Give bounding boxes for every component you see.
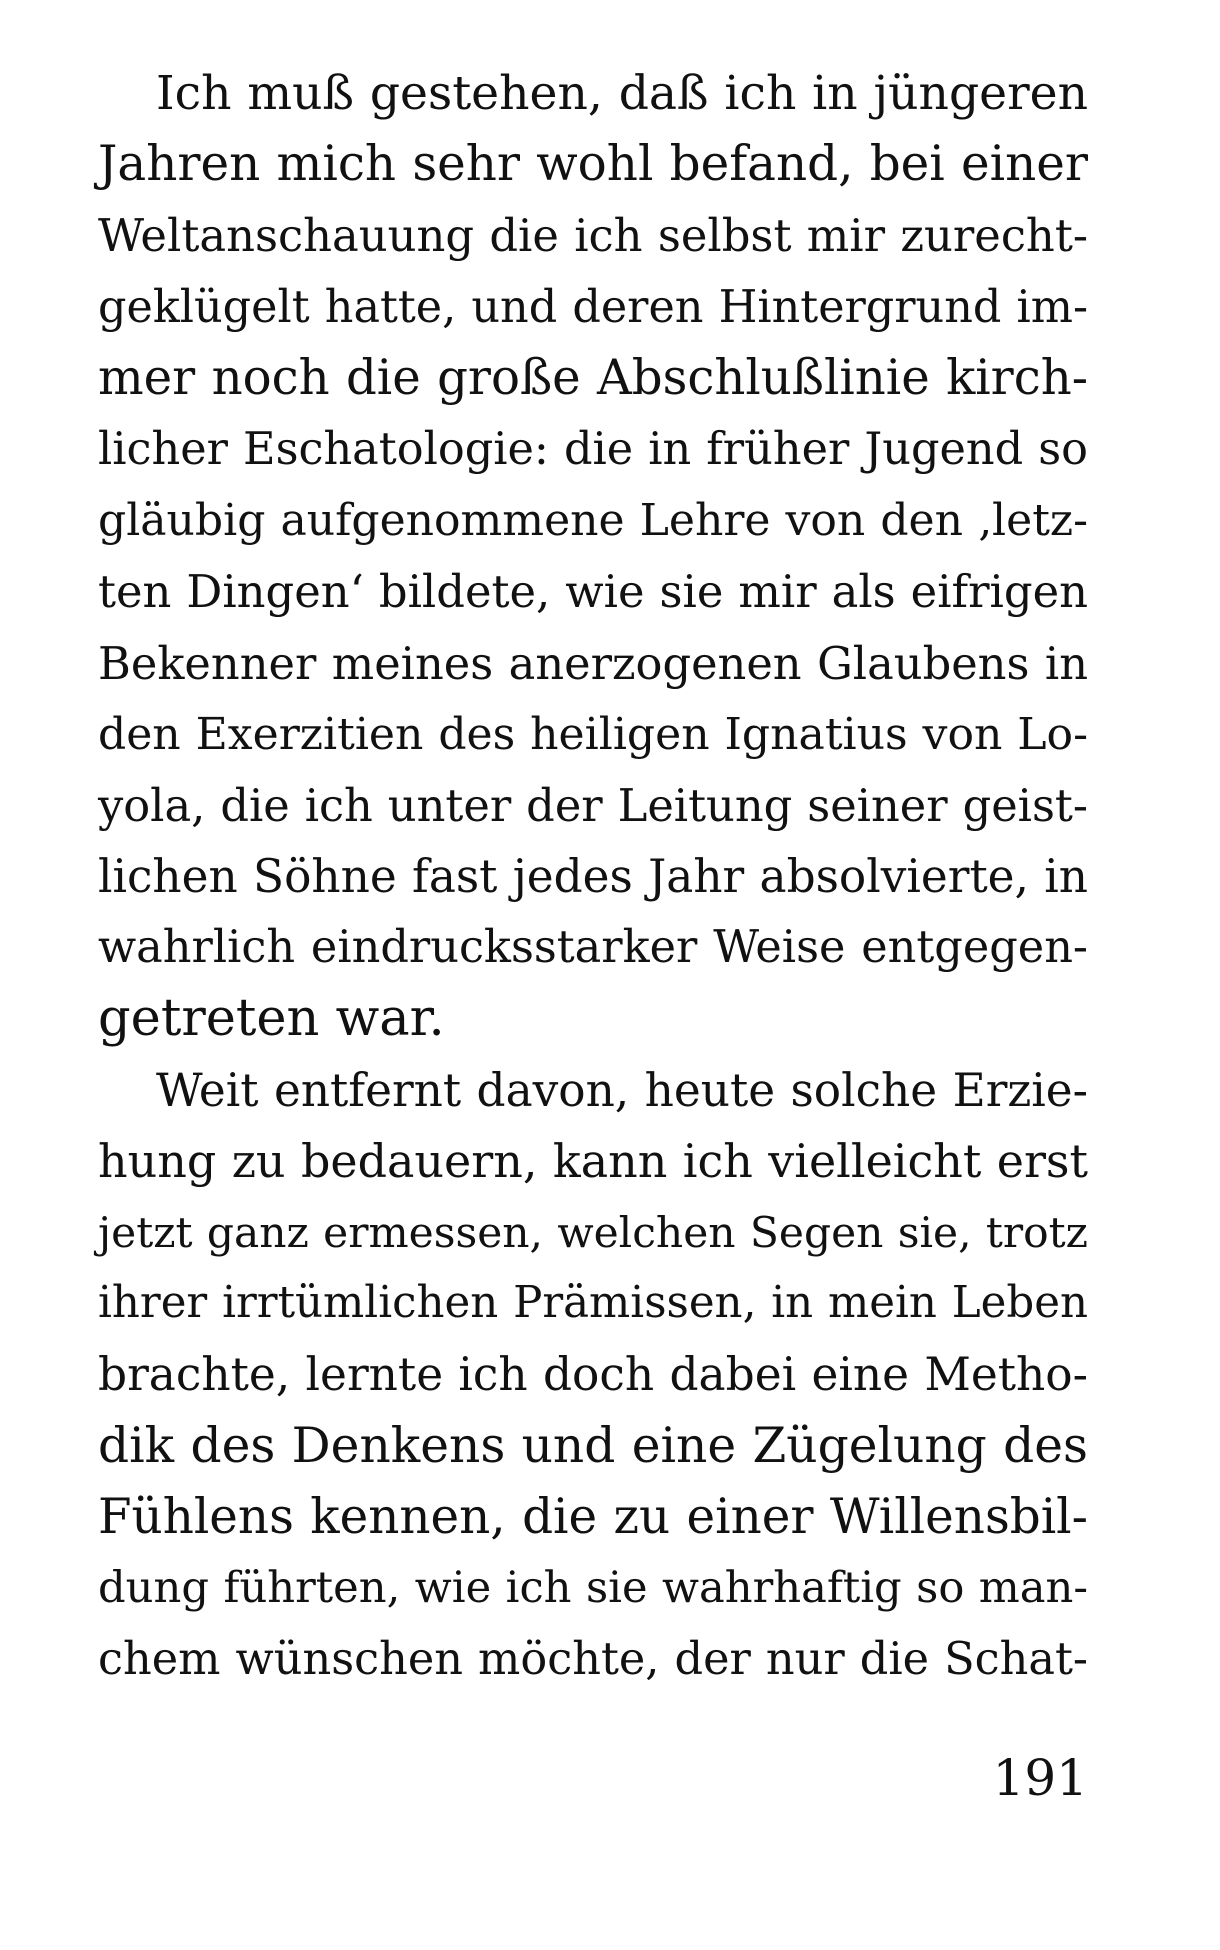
text-line: Jahren mich sehr wohl befand, bei einer bbox=[98, 136, 1088, 193]
text-line: Fühlens kennen, die zu einer Willensbil- bbox=[98, 1488, 1088, 1545]
text-line: Bekenner meines anerzogenen Glaubens in bbox=[98, 636, 1088, 690]
text-line: ten Dingen‘ bildete, wie sie mir als eifrigen bbox=[98, 565, 1088, 619]
text-line: chem wünschen möchte, der nur die Schat- bbox=[98, 1633, 1088, 1686]
text-line: Ich muß gestehen, daß ich in jüngeren bbox=[156, 66, 1088, 121]
page-number: 191 bbox=[992, 1749, 1088, 1807]
text-line: Weltanschauung die ich selbst mir zurecht- bbox=[98, 209, 1088, 263]
text-line: mer noch die große Abschlußlinie kirch- bbox=[98, 349, 1088, 406]
text-line: licher Eschatologie: die in früher Jugend so bbox=[98, 422, 1088, 475]
text-line: dik des Denkens und eine Zügelung des bbox=[98, 1417, 1088, 1474]
text-line: hung zu bedauern, kann ich vielleicht erst bbox=[98, 1133, 1088, 1188]
text-line: dung führten, wie ich sie wahrhaftig so man- bbox=[98, 1562, 1088, 1613]
text-line: getreten war. bbox=[98, 989, 445, 1049]
text-line: yola, die ich unter der Leitung seiner geist- bbox=[98, 778, 1088, 832]
text-line: gläubig aufgenommene Lehre von den ‚letz- bbox=[98, 495, 1088, 547]
text-line: den Exerzitien des heiligen Ignatius von Lo- bbox=[98, 708, 1088, 760]
text-line: Weit entfernt davon, heute solche Erzie- bbox=[156, 1063, 1088, 1117]
body-text bbox=[98, 58, 1088, 1695]
text-line: jetzt ganz ermessen, welchen Segen sie, trotz bbox=[98, 1208, 1088, 1257]
text-line: geklügelt hatte, und deren Hintergrund im- bbox=[98, 281, 1088, 333]
text-line: lichen Söhne fast jedes Jahr absolvierte, in bbox=[98, 850, 1088, 904]
text-line: ihrer irrtümlichen Prämissen, in mein Leben bbox=[98, 1278, 1088, 1329]
text-line: brachte, lernte ich doch dabei eine Metho- bbox=[98, 1348, 1088, 1402]
text-line: wahrlich eindrucksstarker Weise entgegen- bbox=[98, 921, 1088, 974]
